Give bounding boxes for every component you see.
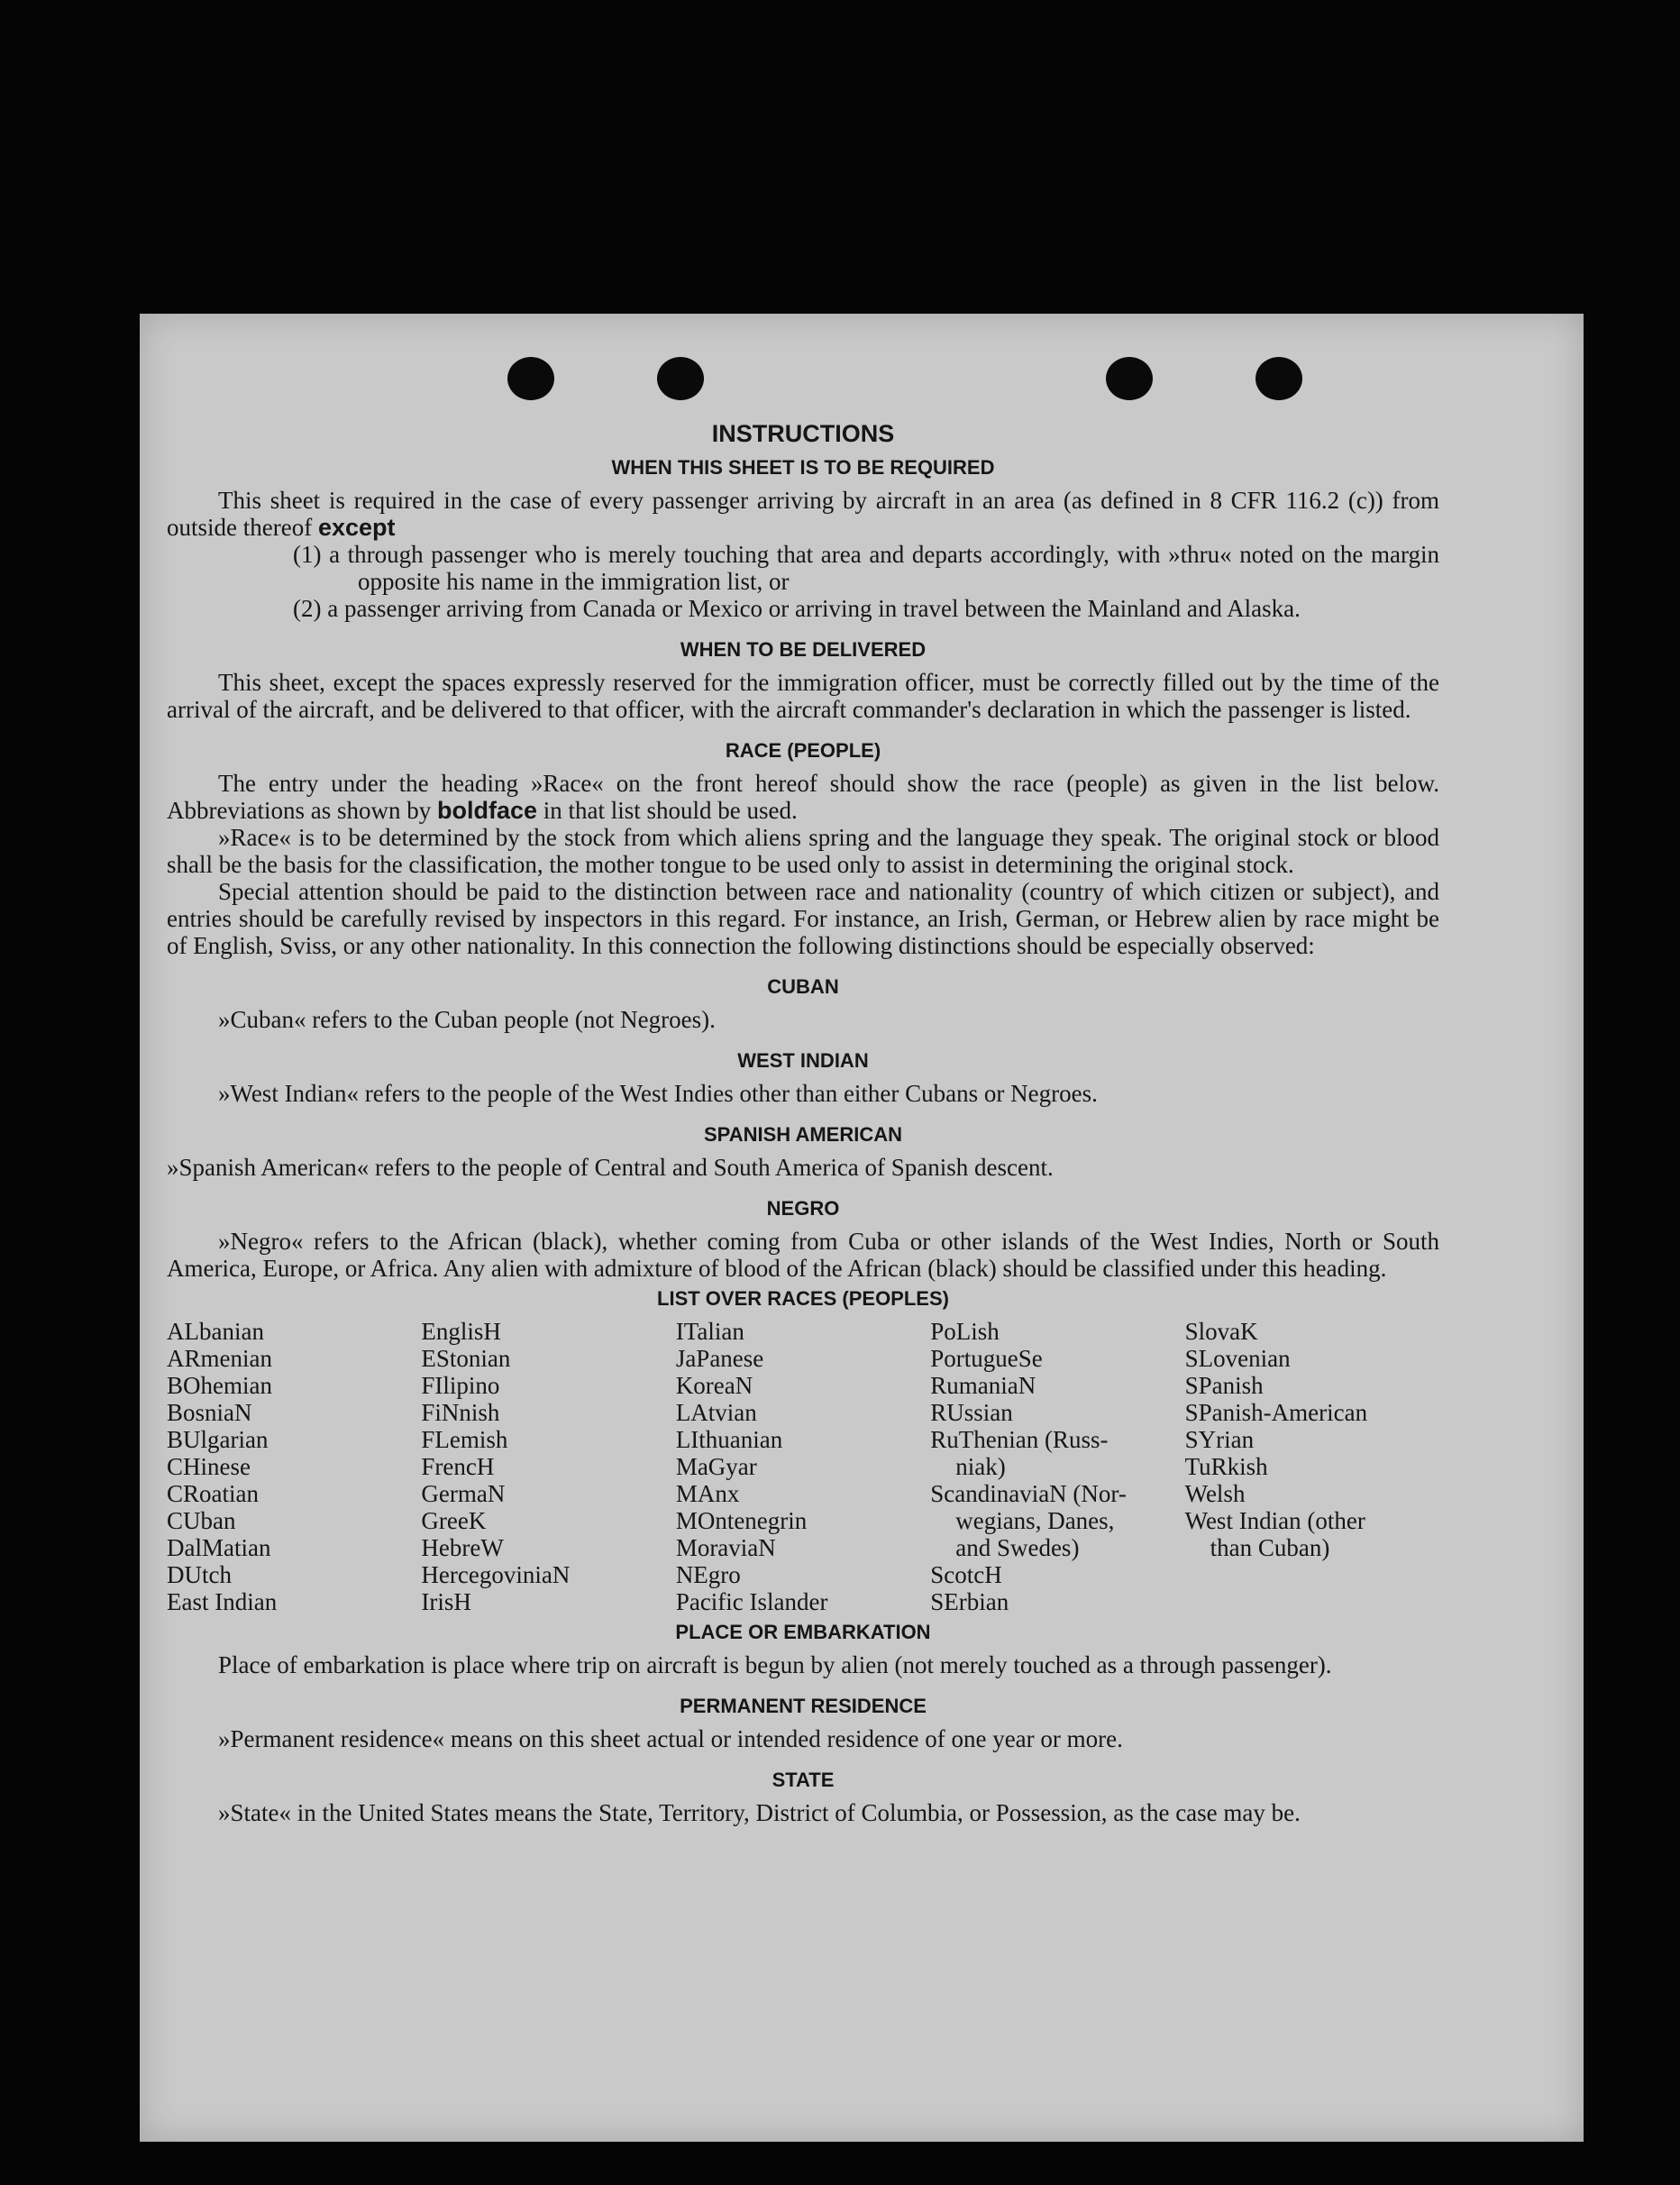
race-entry: MOntenegrin [675,1507,808,1534]
bold-text: boldface [436,797,537,824]
section-heading: SPANISH AMERICAN [703,1123,902,1146]
races-column [676,1318,930,1615]
race-entry: Pacific Islander [675,1588,828,1615]
race-entry: TuRkish [1184,1453,1268,1480]
races-column [1185,1318,1439,1615]
race-entry: FIlipino [421,1372,500,1399]
race-entry: BUlgarian [167,1426,269,1453]
race-entry: MAnx [675,1480,740,1507]
document-body [167,420,1439,1826]
races-column [421,1318,675,1615]
race-entry: HebreW [421,1534,504,1561]
section-heading: WHEN THIS SHEET IS TO BE REQUIRED [611,456,995,479]
paragraph: »West Indian« refers to the people of the West Indies other than either Cubans or Negroes. [218,1080,1098,1107]
race-entry: LAtvian [675,1399,757,1426]
race-entry: ARmenian [167,1345,272,1372]
race-entry: GermaN [421,1480,506,1507]
paragraph: »Cuban« refers to the Cuban people (not Negroes). [218,1006,716,1033]
race-entry: West Indian (other [1184,1507,1365,1534]
race-entry: HercegoviniaN [421,1561,571,1588]
list-item: (2) a passenger arriving from Canada or Mexico or arriving in travel between the Mainland and Alaska. [293,595,1301,622]
race-entry: PortugueSe [930,1345,1043,1372]
instruction-sheet [140,314,1584,2142]
paragraph: Place of embarkation is place where trip on aircraft is begun by alien (not merely touched as a through passenger). [218,1651,1332,1678]
race-entry: ScandinaviaN (Nor- [930,1480,1127,1507]
race-entry: JaPanese [675,1345,764,1372]
race-entry: MaGyar [675,1453,757,1480]
race-entry: RUssian [930,1399,1013,1426]
list-item: (1) a through passenger who is merely touching that area and departs accordingly, with »thru« noted on the margin opposite his name in the immigration list, or [293,541,1439,595]
punch-hole [1106,357,1153,400]
punch-hole [657,357,704,400]
race-entry: MoraviaN [675,1534,776,1561]
race-entry: GreeK [421,1507,487,1534]
section-heading: WEST INDIAN [737,1049,869,1072]
race-entry: RuThenian (Russ- [930,1426,1109,1453]
punch-hole [1255,357,1302,400]
race-entry: and Swedes) [955,1534,1080,1561]
race-entry: RumaniaN [930,1372,1036,1399]
race-entry: CRoatian [167,1480,259,1507]
races-list [167,1318,1439,1615]
race-entry: CUban [167,1507,236,1534]
race-entry: niak) [955,1453,1006,1480]
race-entry: ALbanian [167,1318,264,1345]
paragraph: »Permanent residence« means on this sheet actual or intended residence of one year or more. [218,1725,1123,1752]
races-column [930,1318,1184,1615]
race-entry: SPanish-American [1184,1399,1368,1426]
section-heading: NEGRO [766,1197,840,1220]
section-heading: CUBAN [767,975,839,998]
race-entry: DUtch [167,1561,232,1588]
race-entry: FrencH [421,1453,495,1480]
race-entry: FLemish [421,1426,508,1453]
section-heading: STATE [772,1769,835,1791]
race-entry: EStonian [421,1345,511,1372]
paragraph: »Race« is to be determined by the stock from which aliens spring and the language they speak. The original stock or blood shall be the basis for the classification, the mother tongue to be used only to assist in determining the original stock. [167,824,1439,878]
race-entry: LIthuanian [675,1426,783,1453]
race-entry: KoreaN [675,1372,753,1399]
race-entry: wegians, Danes, [955,1507,1115,1534]
paragraph: »Negro« refers to the African (black), whether coming from Cuba or other islands of the West Indies, North or South America, Europe, or Africa. Any alien with admixture of blood of the African (black) should be classified under this heading. [167,1228,1439,1282]
race-entry: FiNnish [421,1399,500,1426]
paragraph: This sheet, except the spaces expressly reserved for the immigration officer, must be correctly filled out by the time of the arrival of the aircraft, and be delivered to that officer, with the aircraft commander's declaration in which the passenger is listed. [167,669,1439,723]
race-entry: SPanish [1184,1372,1264,1399]
race-entry: SlovaK [1184,1318,1258,1345]
race-entry: CHinese [167,1453,251,1480]
section-heading: PERMANENT RESIDENCE [680,1695,927,1717]
race-entry: ScotcH [930,1561,1002,1588]
paragraph-text: in that list should be used. [543,797,798,824]
race-entry: DalMatian [167,1534,271,1561]
page-title: INSTRUCTIONS [711,420,895,447]
section-heading: RACE (PEOPLE) [725,739,881,762]
section-heading: WHEN TO BE DELIVERED [680,638,927,661]
bold-text: except [317,514,396,541]
race-entry: East Indian [167,1588,278,1615]
paragraph: Special attention should be paid to the distinction between race and nationality (country of which citizen or subject), and entries should be carefully revised by inspectors in this regard. For instance, an Irish, German, or Hebrew alien by race might be of English, Sviss, or any other nationality. In this connection the following distinctions should be especially observed: [167,878,1439,959]
race-entry: BosniaN [167,1399,252,1426]
section-heading: PLACE OR EMBARKATION [675,1621,931,1643]
race-entry: ITalian [675,1318,744,1345]
punch-hole [507,357,554,400]
race-entry: IrisH [421,1588,471,1615]
paragraph: »Spanish American« refers to the people of Central and South America of Spanish descent. [167,1154,1054,1181]
paragraph [167,770,1439,824]
race-entry: EnglisH [421,1318,501,1345]
paragraph: »State« in the United States means the State, Territory, District of Columbia, or Possession, as the case may be. [218,1799,1301,1826]
race-entry: SLovenian [1184,1345,1291,1372]
race-entry: SYrian [1184,1426,1255,1453]
paragraph [167,487,1439,541]
section-heading: LIST OVER RACES (PEOPLES) [657,1287,949,1310]
race-entry: Welsh [1184,1480,1246,1507]
races-column [167,1318,421,1615]
race-entry: than Cuban) [1210,1534,1330,1561]
race-entry: NEgro [675,1561,741,1588]
paragraph-text: This sheet is required in the case of every passenger arriving by aircraft in an area (as defined in 8 CFR 116.2 (c)) from outside thereof [167,487,1439,541]
race-entry: PoLish [930,1318,1000,1345]
race-entry: BOhemian [167,1372,272,1399]
paragraph-text: The entry under the heading »Race« on the front hereof should show the race (people) as given in the list below. Abbreviations as shown by [167,770,1439,824]
race-entry: SErbian [930,1588,1009,1615]
